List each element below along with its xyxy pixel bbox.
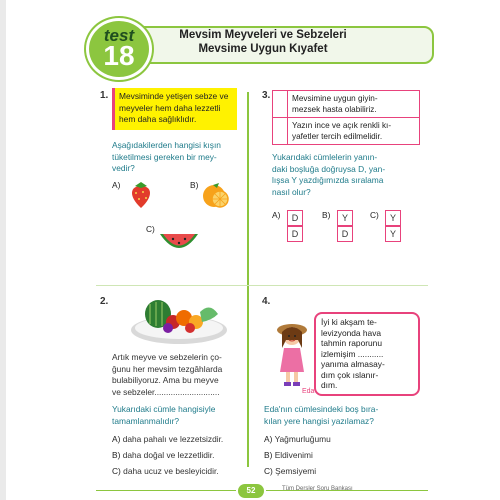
title-line-2: Mevsime Uygun Kıyafet [198, 43, 328, 55]
q4-option-letter: B) [264, 450, 273, 460]
question-3-prompt [272, 152, 385, 198]
page-edge [0, 0, 6, 500]
orange-icon [200, 180, 232, 210]
q3-prompt-line: nasıl olur? [272, 186, 311, 197]
q3-option-a-bottom: D [287, 226, 303, 242]
answer-cell[interactable] [273, 118, 288, 144]
q3-option-c-label[interactable] [370, 210, 379, 221]
q1-option-b-label[interactable] [190, 180, 198, 191]
fruit-vegetable-bowl-illustration [128, 294, 230, 346]
q3-option-letter: C) [370, 210, 379, 220]
speech-line: izlemişim ........... [321, 348, 384, 359]
statement-line: Yazın ince ve açık renkli kı- [292, 121, 392, 130]
q3-option-b-bottom: D [337, 226, 353, 242]
speech-line: levizyonda hava [321, 327, 382, 338]
q3-option-c-top: Y [385, 210, 401, 226]
answer-cell[interactable] [273, 91, 288, 117]
q3-prompt-line: Yukarıdaki cümlelerin yanın- [272, 152, 378, 162]
q3-option-letter: A) [272, 210, 281, 220]
speech-line: dım. [321, 380, 338, 390]
speech-line: İyi ki akşam te- [321, 317, 377, 327]
question-2-body [112, 352, 222, 398]
statement-row [273, 91, 419, 118]
speech-text [316, 314, 418, 394]
q2-option-c[interactable] [112, 466, 219, 477]
q2-body-line: Artık meyve ve sebzelerin ço- [112, 352, 222, 362]
book-title: Tüm Dersler Soru Bankası [282, 486, 353, 492]
statement-line: mezsek hasta olabiliriz. [292, 105, 377, 114]
q3-option-b-label[interactable] [322, 210, 330, 221]
question-1-info-text: Mevsiminde yetişen sebze ve meyveler hem daha lezzetli hem daha sağlıklıdır. [119, 91, 229, 124]
q2-option-letter: A) [112, 434, 121, 444]
statement-line: Mevsimine uygun giyin- [292, 94, 378, 103]
q3-option-a-label[interactable] [272, 210, 280, 221]
q2-body-line: ğunu her mevsim tezgâhlarda [112, 363, 223, 374]
q1-prompt-line: Aşağıdakilerden hangisi kışın [112, 140, 221, 150]
q2-option-letter: C) [112, 466, 121, 476]
speech-line: dım çok ıslanır- [321, 369, 379, 380]
statement-line: yafetler tercih edilmelidir. [292, 132, 383, 141]
speech-bubble [314, 312, 420, 396]
test-badge [86, 18, 152, 80]
q2-option-text: daha pahalı ve lezzetsizdir. [122, 434, 224, 444]
character-name: Eda [302, 388, 315, 395]
q3-prompt-line: lışsa Y yazdığımızda sıralama [272, 175, 384, 185]
q3-option-c-bottom: Y [385, 226, 401, 242]
q2-prompt-line: tamamlanmalıdır? [112, 415, 180, 426]
question-2-prompt [112, 404, 215, 427]
q2-body-line: ve sebzeler............................ [112, 386, 220, 397]
column-divider [247, 92, 249, 467]
q1-option-c-letter: C) [146, 224, 155, 234]
q1-option-a-letter: A) [112, 180, 121, 190]
question-2-number: 2. [100, 296, 109, 307]
title-line-1: Mevsim Meyveleri ve Sebzeleri [179, 29, 347, 41]
q4-prompt-line: kılan yere hangisi yazılamaz? [264, 415, 374, 426]
q3-prompt-line: daki boşluğa doğruysa D, yan- [272, 163, 386, 174]
strawberry-icon [126, 180, 156, 210]
q4-option-text: Eldivenimi [274, 450, 313, 460]
watermelon-icon [158, 228, 200, 258]
q2-option-a[interactable] [112, 434, 223, 445]
q4-option-text: Yağmurluğumu [274, 434, 331, 444]
q1-prompt-line: tüketilmesi gereken bir mey- [112, 151, 217, 162]
badge-number: 18 [103, 40, 135, 71]
girl-character-illustration [272, 318, 312, 392]
speech-line: yanıma almasay- [321, 359, 385, 369]
q1-prompt-line: vedir? [112, 163, 135, 173]
q4-option-c[interactable] [264, 466, 316, 477]
statement-text [288, 118, 419, 144]
q1-option-b-letter: B) [190, 180, 199, 190]
q2-prompt-line: Yukarıdaki cümle hangisiyle [112, 404, 216, 414]
question-1-info-box [112, 88, 237, 130]
q4-option-letter: A) [264, 434, 273, 444]
q4-prompt-line: Eda'nın cümlesindeki boş bıra- [264, 404, 379, 414]
page-number: 52 [238, 484, 264, 498]
q3-option-letter: B) [322, 210, 331, 220]
question-1-prompt [112, 140, 221, 175]
q2-option-letter: B) [112, 450, 121, 460]
question-4-prompt [264, 404, 378, 427]
speech-line: tahmin raporunu [321, 338, 382, 348]
question-1-number: 1. [100, 90, 109, 101]
q2-body-line: bulabiliyoruz. Ama bu meyve [112, 375, 219, 385]
statement-text [288, 91, 419, 117]
q1-option-a-label[interactable] [112, 180, 120, 191]
q3-option-a-top: D [287, 210, 303, 226]
q2-option-text: daha ucuz ve besleyicidir. [123, 466, 219, 476]
q1-option-c-label[interactable] [146, 224, 155, 235]
row-divider [96, 285, 428, 286]
q4-option-a[interactable] [264, 434, 331, 445]
footer-rule-left [96, 490, 236, 491]
q4-option-letter: C) [264, 466, 273, 476]
q2-option-text: daha doğal ve lezzetlidir. [122, 450, 215, 460]
question-3-number: 3. [262, 90, 271, 101]
q3-option-b-top: Y [337, 210, 353, 226]
question-4-number: 4. [262, 296, 271, 307]
question-3-statement-table [272, 90, 420, 145]
q2-option-b[interactable] [112, 450, 214, 461]
q4-option-text: Şemsiyemi [275, 466, 317, 476]
badge-word: test [103, 26, 135, 45]
statement-row [273, 118, 419, 144]
q4-option-b[interactable] [264, 450, 313, 461]
